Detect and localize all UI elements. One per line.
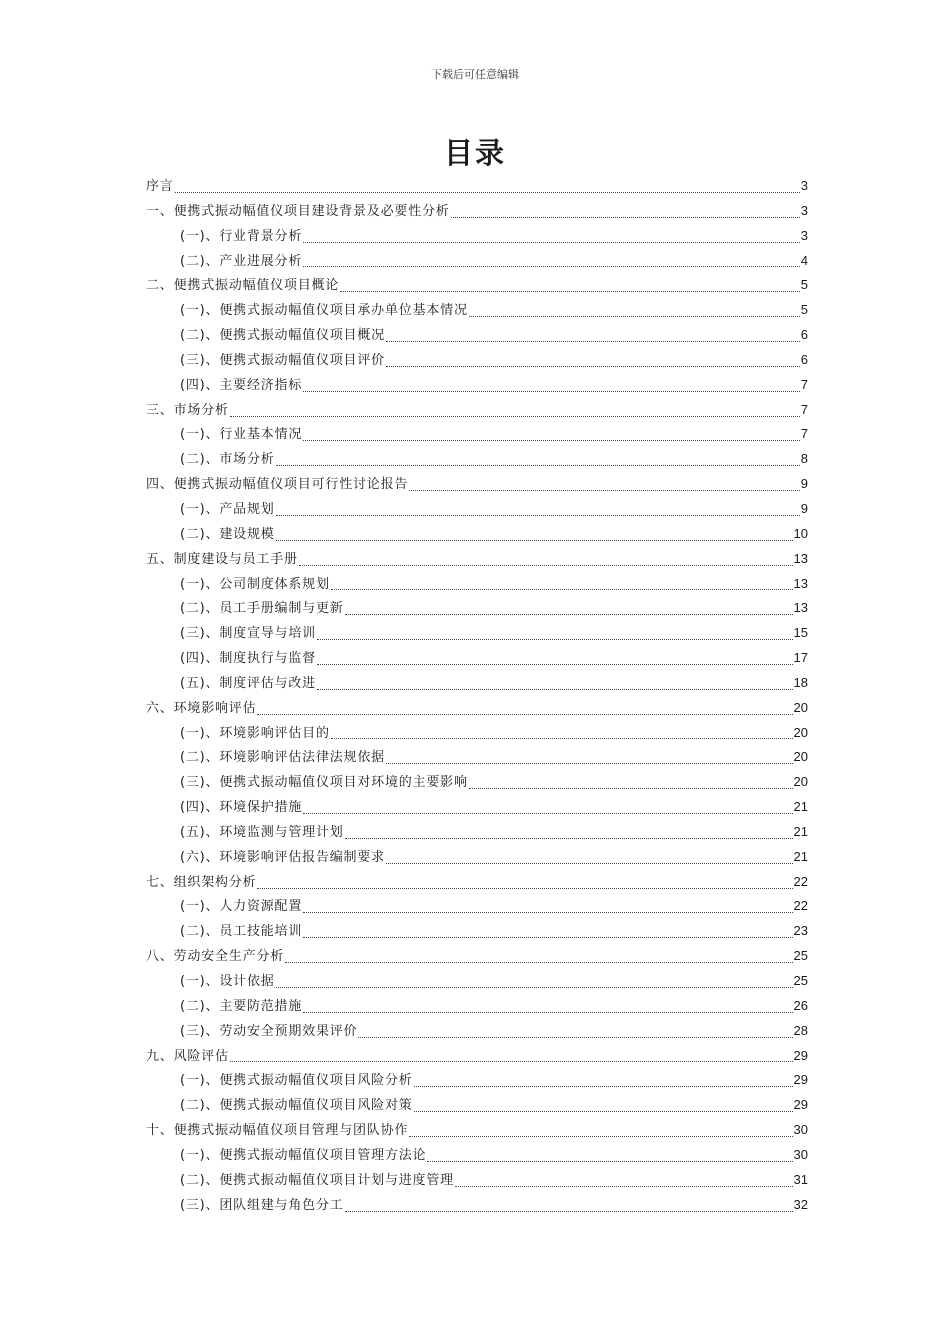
toc-entry-page: 13 bbox=[793, 550, 808, 566]
toc-entry-page: 3 bbox=[800, 227, 808, 243]
page-title: 目录 bbox=[443, 136, 506, 170]
toc-dot-leader bbox=[303, 937, 792, 938]
toc-entry-page: 5 bbox=[800, 302, 808, 318]
toc-entry[interactable] bbox=[146, 894, 808, 919]
toc-entry-page: 29 bbox=[793, 1097, 808, 1113]
toc-entry[interactable] bbox=[146, 348, 808, 373]
toc-entry-label: 三、市场分析 bbox=[146, 402, 229, 418]
toc-entry-label: (一)、公司制度体系规划 bbox=[180, 576, 330, 592]
toc-dot-leader bbox=[303, 912, 792, 913]
toc-entry[interactable] bbox=[146, 1143, 808, 1168]
toc-dot-leader bbox=[303, 266, 800, 267]
toc-dot-leader bbox=[303, 242, 800, 243]
toc-dot-leader bbox=[257, 888, 792, 889]
toc-dot-leader bbox=[276, 515, 800, 516]
toc-entry-label: (一)、行业背景分析 bbox=[180, 228, 303, 244]
toc-entry[interactable] bbox=[146, 1068, 808, 1093]
toc-dot-leader bbox=[276, 540, 793, 541]
toc-entry[interactable] bbox=[146, 1118, 808, 1143]
toc-entry-page: 30 bbox=[793, 1146, 808, 1162]
toc-dot-leader bbox=[340, 291, 800, 292]
toc-dot-leader bbox=[276, 465, 800, 466]
toc-dot-leader bbox=[303, 440, 800, 441]
toc-dot-leader bbox=[345, 614, 793, 615]
toc-entry-label: (二)、建设规模 bbox=[180, 526, 275, 542]
toc-dot-leader bbox=[345, 838, 793, 839]
toc-entry-page: 6 bbox=[800, 327, 808, 343]
toc-entry-page: 10 bbox=[793, 525, 808, 541]
toc-entry-label: (三)、便携式振动幅值仪项目对环境的主要影响 bbox=[180, 775, 468, 791]
toc-entry-page: 20 bbox=[793, 749, 808, 765]
toc-entry-page: 18 bbox=[793, 674, 808, 690]
toc-dot-leader bbox=[469, 788, 793, 789]
toc-entry[interactable] bbox=[146, 795, 808, 820]
toc-entry-label: 十、便携式振动幅值仪项目管理与团队协作 bbox=[146, 1123, 409, 1139]
toc-dot-leader bbox=[414, 1111, 793, 1112]
toc-dot-leader bbox=[299, 565, 793, 566]
toc-entry-page: 25 bbox=[793, 973, 808, 988]
toc-entry[interactable] bbox=[146, 249, 808, 274]
toc-entry-page: 7 bbox=[800, 376, 808, 392]
toc-dot-leader bbox=[345, 1211, 793, 1212]
toc-entry-label: 二、便携式振动幅值仪项目概论 bbox=[146, 278, 340, 294]
toc-entry-page: 7 bbox=[800, 401, 808, 417]
toc-entry-label: (一)、人力资源配置 bbox=[180, 899, 303, 915]
toc-entry-page: 22 bbox=[793, 873, 808, 889]
toc-entry-page: 26 bbox=[793, 997, 808, 1013]
toc-dot-leader bbox=[427, 1161, 792, 1162]
toc-entry[interactable] bbox=[146, 422, 808, 447]
toc-entry-page: 3 bbox=[800, 178, 808, 193]
toc-dot-leader bbox=[317, 664, 793, 665]
toc-dot-leader bbox=[175, 192, 800, 193]
toc-entry-page: 29 bbox=[793, 1072, 808, 1088]
toc-entry[interactable] bbox=[146, 1168, 808, 1193]
toc-entry-label: 一、便携式振动幅值仪项目建设背景及必要性分析 bbox=[146, 203, 450, 219]
toc-entry[interactable] bbox=[146, 199, 808, 224]
table-of-contents bbox=[146, 174, 808, 1217]
toc-entry-label: (三)、劳动安全预期效果评价 bbox=[180, 1023, 358, 1039]
toc-entry[interactable] bbox=[146, 1044, 808, 1069]
toc-dot-leader bbox=[303, 813, 792, 814]
toc-entry-label: (三)、团队组建与角色分工 bbox=[180, 1197, 344, 1213]
toc-entry-page: 21 bbox=[793, 823, 808, 839]
toc-entry-label: (一)、设计依据 bbox=[180, 974, 275, 989]
toc-entry-label: (二)、主要防范措施 bbox=[180, 998, 303, 1014]
toc-dot-leader bbox=[331, 738, 793, 739]
toc-entry-label: 序言 bbox=[146, 179, 174, 194]
toc-entry-label: (四)、制度执行与监督 bbox=[180, 651, 316, 667]
toc-entry-label: 九、风险评估 bbox=[146, 1048, 229, 1064]
toc-entry[interactable] bbox=[146, 596, 808, 621]
toc-entry-page: 20 bbox=[793, 774, 808, 790]
toc-entry[interactable] bbox=[146, 745, 808, 770]
toc-entry[interactable] bbox=[146, 770, 808, 795]
toc-entry[interactable] bbox=[146, 572, 808, 597]
toc-entry-page: 7 bbox=[800, 426, 808, 442]
toc-entry-label: (二)、产业进展分析 bbox=[180, 253, 303, 269]
toc-dot-leader bbox=[386, 366, 800, 367]
toc-entry-label: (一)、便携式振动幅值仪项目承办单位基本情况 bbox=[180, 303, 468, 319]
toc-entry-page: 9 bbox=[800, 500, 808, 516]
toc-entry-page: 30 bbox=[793, 1122, 808, 1138]
toc-entry[interactable] bbox=[146, 994, 808, 1019]
toc-entry-label: (二)、便携式振动幅值仪项目风险对策 bbox=[180, 1098, 413, 1114]
toc-dot-leader bbox=[455, 1186, 793, 1187]
header-note: 下载后可任意编辑 bbox=[431, 68, 519, 81]
toc-dot-leader bbox=[386, 863, 793, 864]
toc-entry[interactable] bbox=[146, 845, 808, 870]
toc-entry[interactable] bbox=[146, 472, 808, 497]
toc-entry-label: 五、制度建设与员工手册 bbox=[146, 551, 298, 567]
toc-dot-leader bbox=[469, 316, 800, 317]
toc-entry-label: (三)、便携式振动幅值仪项目评价 bbox=[180, 352, 385, 368]
toc-dot-leader bbox=[409, 490, 800, 491]
toc-entry-label: (二)、环境影响评估法律法规依据 bbox=[180, 750, 385, 766]
toc-entry-label: (五)、环境监测与管理计划 bbox=[180, 824, 344, 840]
toc-entry-page: 25 bbox=[793, 948, 808, 964]
toc-entry-label: (二)、便携式振动幅值仪项目概况 bbox=[180, 328, 385, 344]
toc-entry-label: (一)、产品规划 bbox=[180, 501, 275, 517]
toc-entry-label: (二)、员工手册编制与更新 bbox=[180, 601, 344, 617]
toc-dot-leader bbox=[386, 341, 800, 342]
toc-entry[interactable] bbox=[146, 969, 808, 994]
toc-entry[interactable] bbox=[146, 298, 808, 323]
toc-entry[interactable] bbox=[146, 621, 808, 646]
toc-dot-leader bbox=[451, 217, 800, 218]
toc-dot-leader bbox=[317, 689, 793, 690]
toc-entry-page: 15 bbox=[793, 625, 808, 641]
toc-entry-page: 20 bbox=[793, 699, 808, 715]
toc-entry[interactable] bbox=[146, 646, 808, 671]
toc-entry-page: 28 bbox=[793, 1022, 808, 1038]
toc-entry-page: 31 bbox=[793, 1171, 808, 1187]
toc-dot-leader bbox=[303, 1012, 792, 1013]
toc-entry[interactable] bbox=[146, 671, 808, 696]
toc-entry[interactable] bbox=[146, 174, 808, 199]
toc-entry[interactable] bbox=[146, 721, 808, 746]
toc-entry-label: (四)、主要经济指标 bbox=[180, 377, 303, 393]
toc-entry[interactable] bbox=[146, 696, 808, 721]
toc-entry-label: (一)、便携式振动幅值仪项目管理方法论 bbox=[180, 1147, 427, 1163]
toc-entry[interactable] bbox=[146, 1019, 808, 1044]
toc-entry[interactable] bbox=[146, 522, 808, 547]
toc-entry[interactable] bbox=[146, 447, 808, 472]
toc-entry-label: (二)、市场分析 bbox=[180, 452, 275, 468]
toc-entry-label: 六、环境影响评估 bbox=[146, 700, 257, 716]
toc-entry[interactable] bbox=[146, 323, 808, 348]
toc-entry-page: 13 bbox=[793, 575, 808, 591]
toc-entry-page: 9 bbox=[800, 476, 808, 492]
toc-entry-page: 13 bbox=[793, 600, 808, 616]
toc-entry-page: 32 bbox=[793, 1196, 808, 1212]
toc-entry-label: (一)、便携式振动幅值仪项目风险分析 bbox=[180, 1073, 413, 1089]
toc-entry[interactable] bbox=[146, 919, 808, 944]
toc-entry-page: 29 bbox=[793, 1047, 808, 1063]
toc-entry-page: 23 bbox=[793, 923, 808, 939]
toc-entry-label: 八、劳动安全生产分析 bbox=[146, 949, 285, 965]
toc-entry-label: (二)、员工技能培训 bbox=[180, 924, 303, 940]
toc-entry-page: 4 bbox=[800, 252, 808, 268]
toc-dot-leader bbox=[303, 391, 800, 392]
toc-dot-leader bbox=[386, 763, 793, 764]
toc-dot-leader bbox=[276, 987, 793, 988]
toc-entry-page: 22 bbox=[793, 898, 808, 914]
toc-entry-label: 七、组织架构分析 bbox=[146, 874, 257, 890]
toc-dot-leader bbox=[358, 1037, 792, 1038]
toc-entry-label: (一)、环境影响评估目的 bbox=[180, 725, 330, 741]
toc-entry-page: 5 bbox=[800, 277, 808, 293]
toc-entry-page: 20 bbox=[793, 724, 808, 740]
toc-dot-leader bbox=[230, 416, 800, 417]
toc-entry[interactable] bbox=[146, 870, 808, 895]
toc-entry[interactable] bbox=[146, 547, 808, 572]
toc-dot-leader bbox=[257, 714, 792, 715]
toc-entry-page: 21 bbox=[793, 799, 808, 815]
toc-dot-leader bbox=[409, 1136, 792, 1137]
toc-entry[interactable] bbox=[146, 224, 808, 249]
toc-entry[interactable] bbox=[146, 398, 808, 423]
toc-entry[interactable] bbox=[146, 373, 808, 398]
toc-entry-page: 3 bbox=[800, 202, 808, 218]
toc-entry[interactable] bbox=[146, 820, 808, 845]
toc-entry-page: 6 bbox=[800, 351, 808, 367]
toc-entry-label: (二)、便携式振动幅值仪项目计划与进度管理 bbox=[180, 1172, 454, 1188]
toc-entry[interactable] bbox=[146, 497, 808, 522]
toc-entry-label: (四)、环境保护措施 bbox=[180, 800, 303, 816]
toc-entry-label: (一)、行业基本情况 bbox=[180, 427, 303, 443]
toc-entry[interactable] bbox=[146, 273, 808, 298]
toc-entry-page: 8 bbox=[800, 451, 808, 467]
toc-entry-page: 17 bbox=[793, 650, 808, 666]
toc-dot-leader bbox=[285, 962, 793, 963]
toc-entry-label: 四、便携式振动幅值仪项目可行性讨论报告 bbox=[146, 477, 409, 493]
toc-dot-leader bbox=[414, 1086, 793, 1087]
toc-entry-page: 21 bbox=[793, 848, 808, 864]
toc-entry-label: (五)、制度评估与改进 bbox=[180, 675, 316, 691]
toc-entry[interactable] bbox=[146, 1193, 808, 1218]
toc-dot-leader bbox=[230, 1061, 793, 1062]
toc-entry[interactable] bbox=[146, 944, 808, 969]
toc-dot-leader bbox=[317, 639, 793, 640]
toc-entry-label: (三)、制度宣导与培训 bbox=[180, 626, 316, 642]
toc-entry-label: (六)、环境影响评估报告编制要求 bbox=[180, 849, 385, 865]
toc-dot-leader bbox=[331, 589, 793, 590]
toc-entry[interactable] bbox=[146, 1093, 808, 1118]
